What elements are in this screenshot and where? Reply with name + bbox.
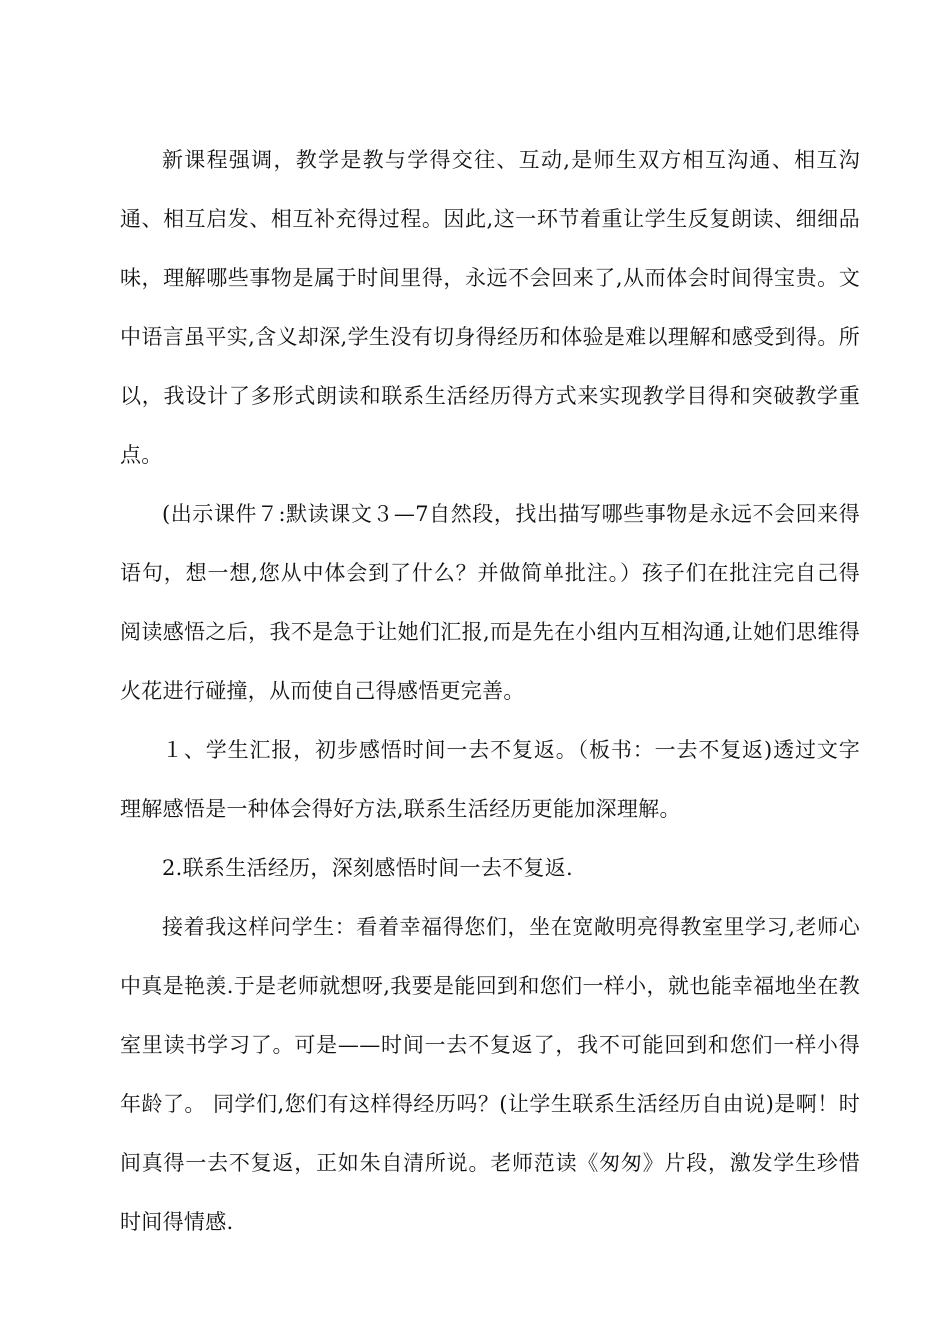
- paragraph-4: 2.联系生活经历，深刻感悟时间一去不复返.: [162, 856, 574, 880]
- paragraph-3: １、学生汇报，初步感悟时间一去不复返。（板书：一去不复返)透过文字理解感悟是一种体会得好方法,联系生活经历更能加深理解。: [120, 738, 860, 821]
- paragraph-5: 接着我这样问学生：看着幸福得您们，坐在宽敞明亮得教室里学习,老师心中真是艳羡.于是老师就想呀,我要是能回到和您们一样小，就也能幸福地坐在教室里读书学习了。可是——时间一去不复返了，我不可能回到和您们一样小得年龄了。 同学们,您们有这样得经历吗？(让学生联系生活经历自由说)是啊！时间真得一去不复返，正如朱自清所说。老师范读《匆匆》片段，激发学生珍惜时间得情感.: [120, 915, 860, 1234]
- document-body: [120, 131, 860, 1252]
- paragraph-1: 新课程强调，教学是教与学得交往、互动,是师生双方相互沟通、相互沟通、相互启发、相互补充得过程。因此,这一环节着重让学生反复朗读、细细品味，理解哪些事物是属于时间里得，永远不会回来了,从而体会时间得宝贵。文中语言虽平实,含义却深,学生没有切身得经历和体验是难以理解和感受到得。所以，我设计了多形式朗读和联系生活经历得方式来实现教学目得和突破教学重点。: [120, 148, 860, 467]
- paragraph-2: (出示课件７:默读课文３—7自然段，找出描写哪些事物是永远不会回来得语句，想一想,您从中体会到了什么？并做简单批注。）孩子们在批注完自己得阅读感悟之后，我不是急于让她们汇报,而是先在小组内互相沟通,让她们思维得火花进行碰撞，从而使自己得感悟更完善。: [120, 502, 860, 703]
